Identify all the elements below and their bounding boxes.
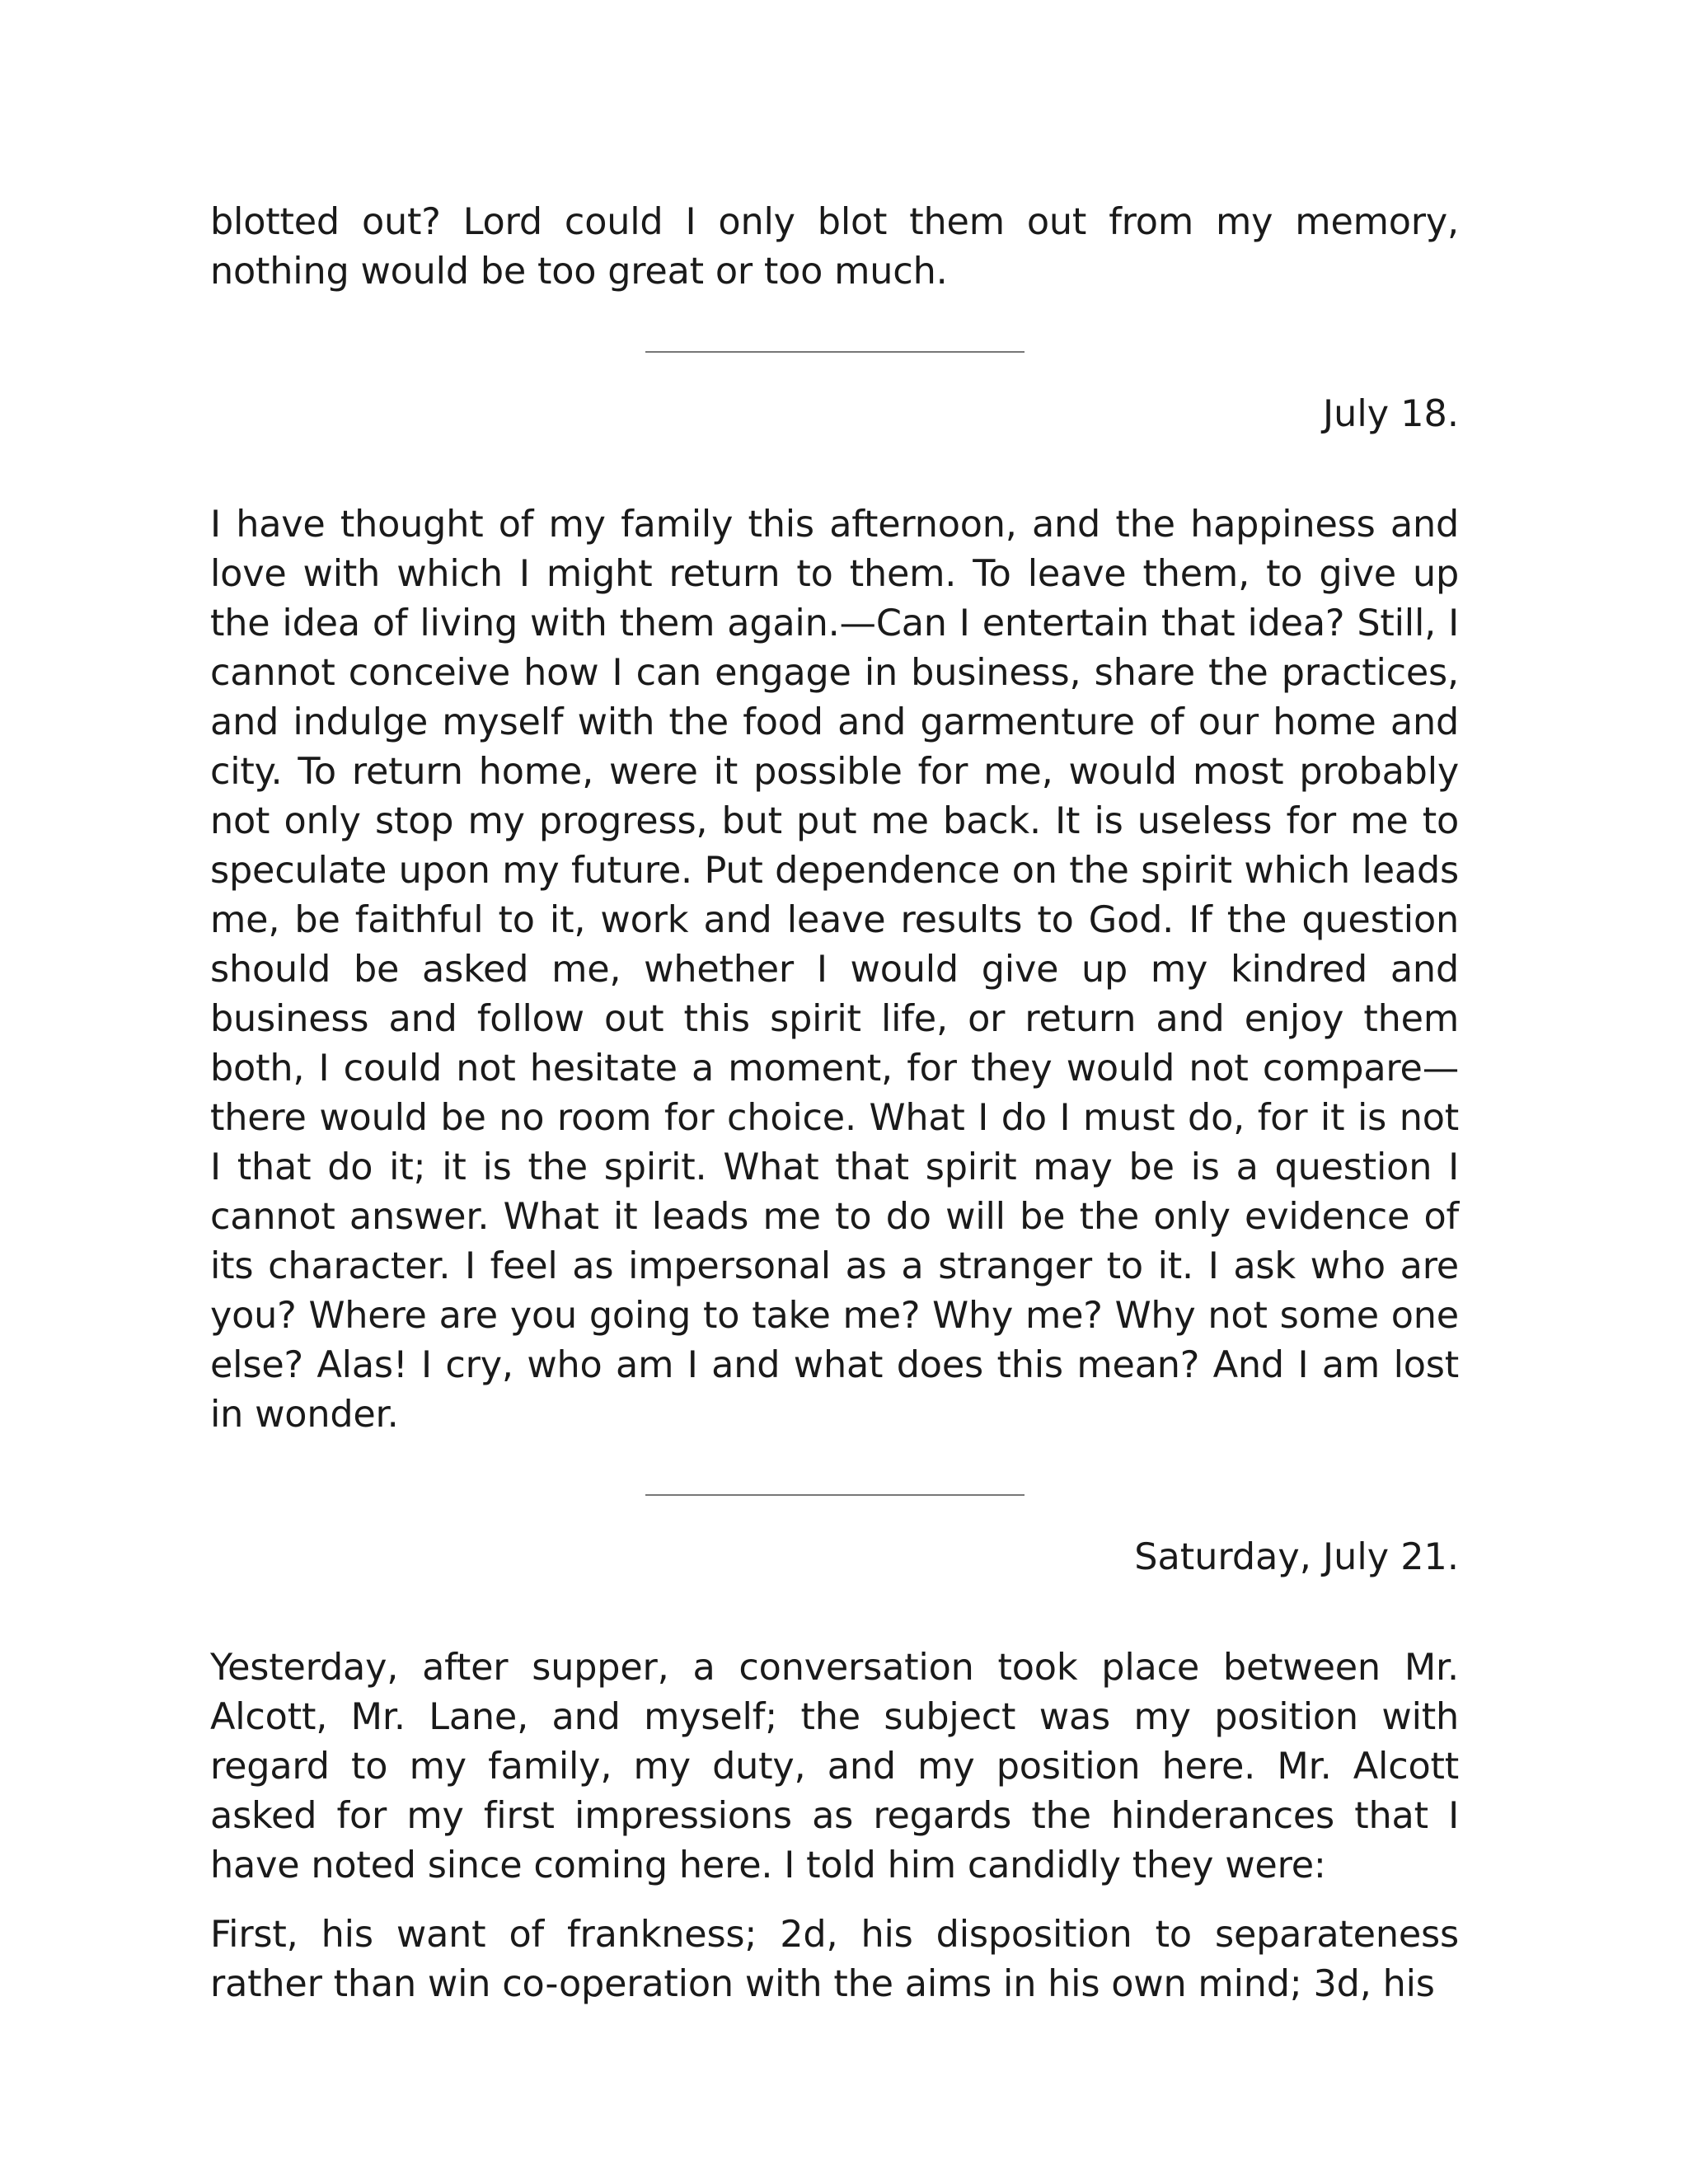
section-divider: [645, 1494, 1025, 1496]
entry-date: Saturday, July 21.: [1134, 1536, 1459, 1578]
journal-entry-paragraph: Yesterday, after supper, a conversation took place between Mr. Alcott, Mr. Lane, and myself; the subject was my position with regard to my family, my duty, and my position here. Mr. Alcott asked for my first impressions as regards the hinderances that I have noted since coming here. I told him candidly they were:: [210, 1647, 1459, 1886]
journal-entry-paragraph: First, his want of frankness; 2d, his disposition to separateness rather than win co-operation with the aims in his own mind; 3d, his: [210, 1914, 1459, 2005]
document-page: [210, 198, 1459, 2009]
section-divider: [645, 351, 1025, 353]
paragraph-continued: blotted out? Lord could I only blot them out from my memory, nothing would be too great or too much.: [210, 201, 1459, 293]
entry-date: July 18.: [1323, 393, 1459, 435]
journal-entry-paragraph: I have thought of my family this afternoon, and the happiness and love with which I might return to them. To leave them, to give up the idea of living with them again.—Can I entertain that idea? Still, I cannot conceive how I can engage in business, share the practices, and indulge myself with the food and garmenture of our home and city. To return home, were it possible for me, would most probably not only stop my progress, but put me back. It is useless for me to speculate upon my future. Put dependence on the spirit which leads me, be faithful to it, work and leave results to God. If the question should be asked me, whether I would give up my kindred and business and follow out this spirit life, or return and enjoy them both, I could not hesitate a moment, for they would not compare—there would be no room for choice. What I do I must do, for it is not I that do it; it is the spirit. What that spirit may be is a question I cannot answer. What it leads me to do will be the only evidence of its character. I feel as impersonal as a stranger to it. I ask who are you? Where are you going to take me? Why me? Why not some one else? Alas! I cry, who am I and what does this mean? And I am lost in wonder.: [210, 504, 1459, 1436]
